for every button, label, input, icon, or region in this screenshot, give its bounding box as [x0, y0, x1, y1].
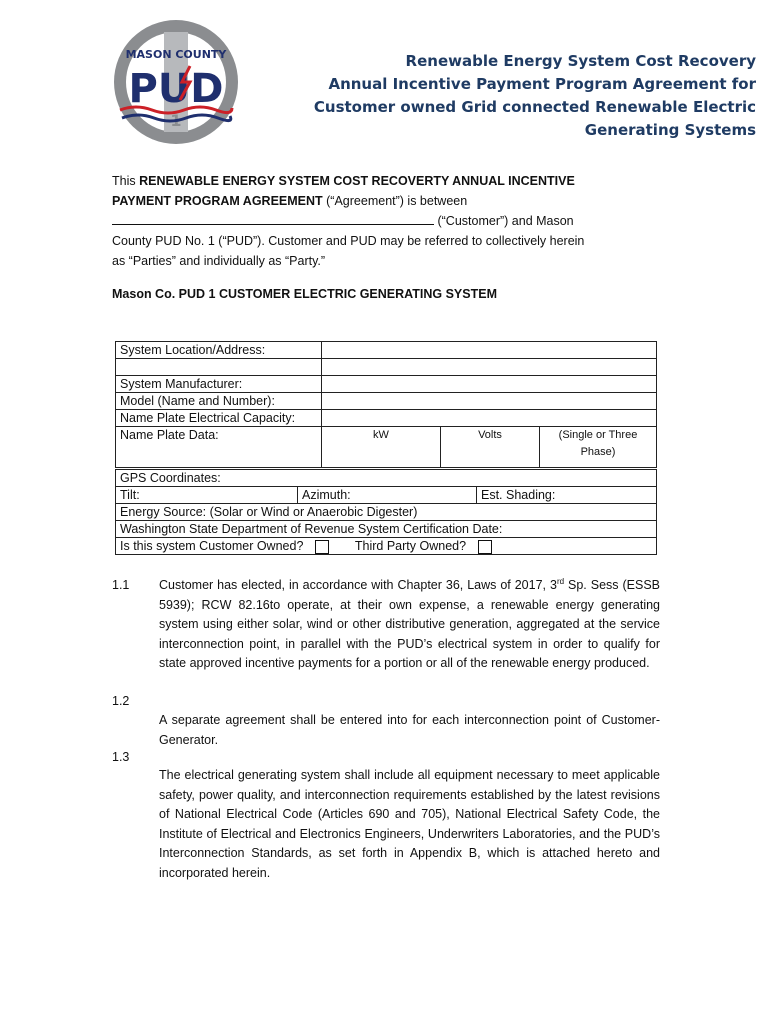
clause-text	[159, 576, 660, 674]
clause-1-1-text-post: Sp. Sess (ESSB 5939); RCW 82.16to operate, at their own expense, a renewable energy generating system using either solar, wind or other distributive generation, aggregated at the service interconnection point, in parallel with the PUD’s electrical system in order to qualify for state approved incentive payments for a portion or all of the renewable energy produced.	[159, 578, 661, 670]
name-plate-data-label: Name Plate Data:	[116, 427, 322, 468]
title-line: Generating Systems	[584, 121, 756, 139]
system-location-field[interactable]	[322, 342, 657, 359]
third-party-checkbox[interactable]	[478, 540, 492, 554]
kw-label: kW	[373, 429, 389, 441]
intro-line4: County PUD No. 1 (“PUD”). Customer and PUD may be referred to collectively herein	[112, 234, 585, 248]
logo-number: 1	[170, 111, 182, 130]
document-title	[296, 50, 756, 142]
model-label: Model (Name and Number):	[116, 393, 322, 410]
agreement-name-2: PAYMENT PROGRAM AGREEMENT	[112, 194, 323, 208]
customer-owned-label: Is this system Customer Owned?	[120, 539, 304, 553]
clause-text: The electrical generating system shall include all equipment necessary to meet applicable safety, power quality, and interconnection requirements established by the latest revisions of National Electrical Code (Articles 690 and 705), National Electrical Safety Code, the Institute of Electrical and Electronics Engineers, Underwriters Laboratories, and the PUD’s Interconnection Standards, as set forth in Appendix B, which is attached hereto and incorporated herein.	[159, 768, 660, 880]
shading-label: Est. Shading:	[481, 488, 556, 502]
title-line: Customer owned Grid connected Renewable Electric	[313, 98, 756, 116]
ownership-row	[116, 538, 657, 555]
intro-line2-rest: (“Agreement”) is between	[322, 194, 468, 208]
system-info-table	[115, 341, 657, 468]
mason-county-pud-logo	[112, 18, 240, 146]
capacity-field[interactable]	[322, 410, 657, 427]
title-line: Renewable Energy System Cost Recovery	[405, 52, 756, 70]
logo-top-text: MASON COUNTY	[125, 48, 227, 61]
logo-main-text: PUD	[128, 66, 224, 112]
third-party-label: Third Party Owned?	[354, 539, 467, 553]
system-manufacturer-label: System Manufacturer:	[116, 376, 322, 393]
system-info-table-2	[115, 469, 657, 555]
clause-number: 1.2	[112, 694, 130, 708]
intro-paragraph	[112, 171, 632, 271]
energy-source-label: Energy Source: (Solar or Wind or Anaerobic Digester)	[120, 505, 418, 519]
capacity-label: Name Plate Electrical Capacity:	[116, 410, 322, 427]
clause-1-3	[112, 748, 662, 888]
intro-line3-rest: (“Customer”) and Mason	[437, 214, 574, 228]
system-manufacturer-field[interactable]	[322, 376, 657, 393]
intro-this: This	[112, 174, 136, 188]
kw-field[interactable]	[322, 427, 441, 468]
clause-1-2	[112, 692, 662, 752]
customer-owned-checkbox[interactable]	[315, 540, 329, 554]
certification-label: Washington State Department of Revenue System Certification Date:	[120, 522, 503, 536]
phase-label-2: Phase)	[580, 446, 616, 458]
azimuth-field[interactable]	[298, 487, 477, 504]
system-location-field-2[interactable]	[322, 359, 657, 376]
clause-1-1	[112, 576, 662, 696]
certification-field[interactable]	[116, 521, 657, 538]
blank-cell	[116, 359, 322, 376]
clause-1-1-sup: rd	[556, 576, 565, 586]
phase-label-1: (Single or Three	[558, 429, 638, 441]
clause-text: A separate agreement shall be entered into for each interconnection point of Customer-Generator.	[159, 713, 660, 747]
model-field[interactable]	[322, 393, 657, 410]
clause-1-1-text-pre: Customer has elected, in accordance with Chapter 36, Laws of 2017, 3	[159, 578, 557, 592]
agreement-name-1: RENEWABLE ENERGY SYSTEM COST RECOVERTY ANNUAL INCENTIVE	[139, 174, 575, 188]
gps-label: GPS Coordinates:	[120, 471, 221, 485]
shading-field[interactable]	[477, 487, 657, 504]
energy-source-field[interactable]	[116, 504, 657, 521]
tilt-label: Tilt:	[120, 488, 140, 502]
clause-number: 1.1	[112, 578, 130, 592]
volts-label: Volts	[478, 429, 502, 441]
clause-number: 1.3	[112, 750, 130, 764]
title-line: Annual Incentive Payment Program Agreement for	[328, 75, 756, 93]
customer-name-field[interactable]	[112, 212, 434, 225]
azimuth-label: Azimuth:	[302, 488, 351, 502]
tilt-field[interactable]	[116, 487, 298, 504]
volts-field[interactable]	[441, 427, 540, 468]
system-location-label: System Location/Address:	[116, 342, 322, 359]
gps-field[interactable]	[116, 470, 657, 487]
section-title: Mason Co. PUD 1 CUSTOMER ELECTRIC GENERATING SYSTEM	[112, 287, 497, 301]
phase-field[interactable]	[540, 427, 657, 468]
intro-line5: as “Parties” and individually as “Party.”	[112, 254, 326, 268]
